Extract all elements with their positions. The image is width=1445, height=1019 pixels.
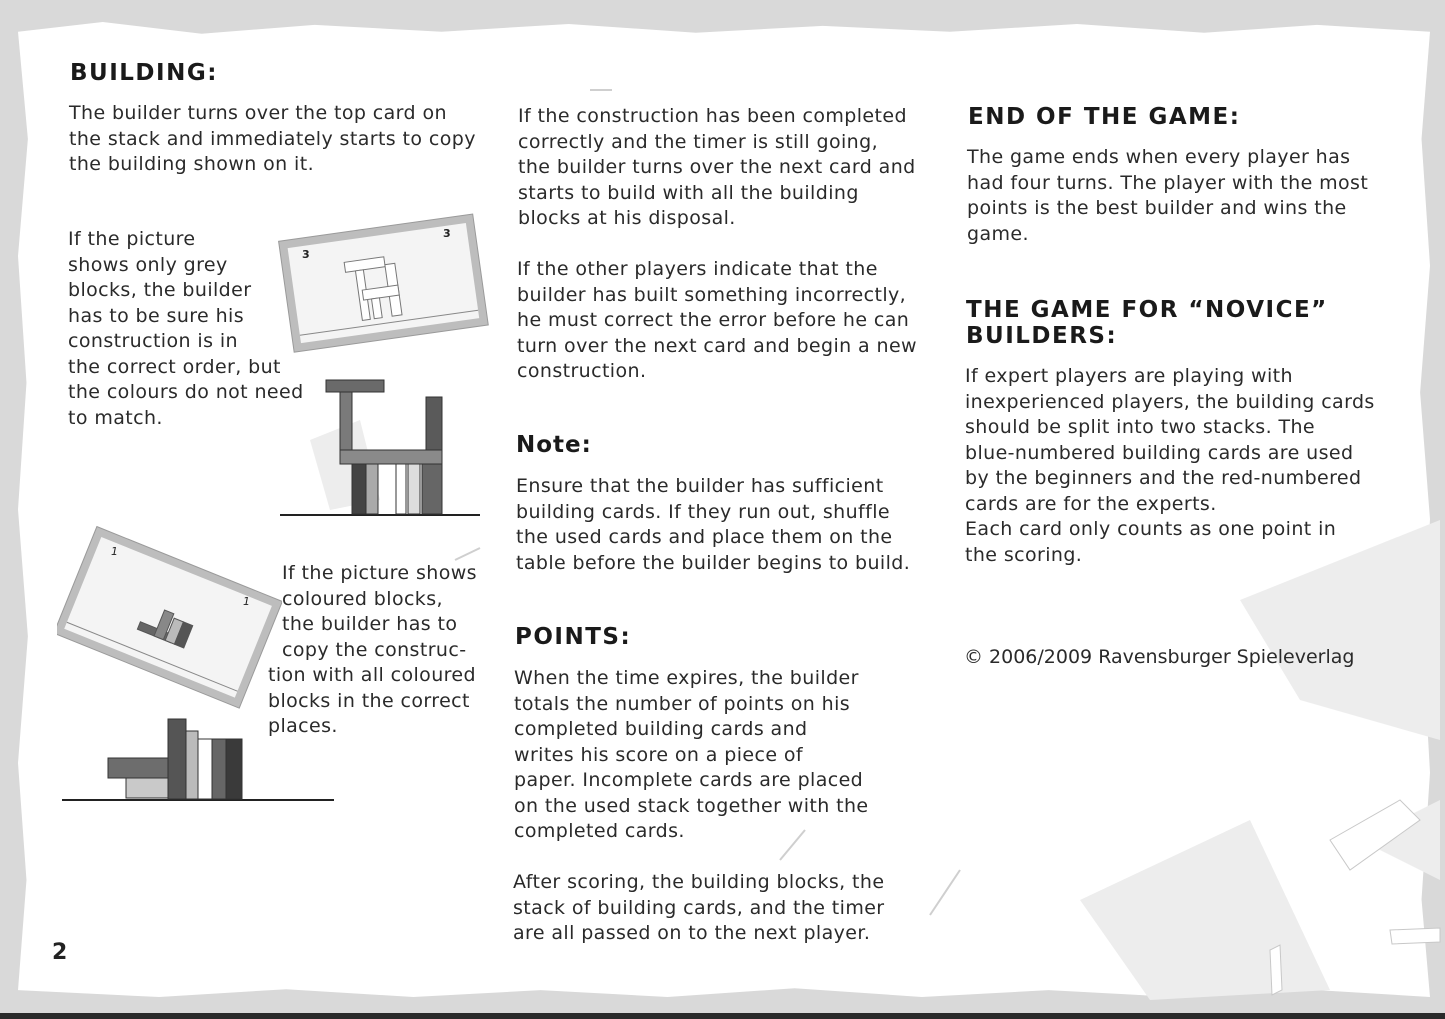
- copyright-text: © 2006/2009 Ravensburger Spieleverlag: [964, 646, 1355, 668]
- coloured-blocks-text-bottom: tion with all coloured blocks in the correct places.: [268, 664, 476, 737]
- building-card-grey-illustration: [277, 205, 492, 355]
- novice-builders-heading: THE GAME FOR “NOVICE” BUILDERS:: [966, 297, 1328, 349]
- card-b-number-right: 1: [243, 595, 250, 608]
- note-heading: Note:: [516, 432, 592, 458]
- bottom-edge: [0, 1013, 1445, 1019]
- building-card-coloured-illustration: [57, 520, 282, 710]
- note-text: Ensure that the builder has sufficient building cards. If they run out, shuffle the used cards and place them on the table before the builder begins to build.: [516, 475, 911, 574]
- card-b-number-left: 1: [111, 545, 118, 558]
- coloured-blocks-construction-illustration: [60, 713, 340, 803]
- points-text: When the time expires, the builder totals the number of points on his completed building cards and writes his score on a piece of paper. Incomplete cards are placed on the used stack together with the completed cards.: [514, 667, 869, 842]
- novice-builders-text: If expert players are playing with inexperienced players, the building cards should be split into two stacks. The blue-numbered building cards are used by the beginners and the red-numbered cards are for the experts. Each card only counts as one point in the scoring.: [965, 365, 1375, 566]
- coloured-blocks-text-top: If the picture shows coloured blocks, the builder has to copy the construc-: [282, 562, 477, 661]
- page-number: 2: [52, 940, 68, 965]
- points-heading: POINTS:: [515, 624, 632, 650]
- end-of-game-text: The game ends when every player has had four turns. The player with the most points is the best builder and wins the game.: [967, 146, 1369, 245]
- grey-blocks-text: If the picture shows only grey blocks, the builder has to be sure his construction is in the correct order, but the colours do not need to match.: [68, 228, 304, 429]
- building-intro-text: The builder turns over the top card on the stack and immediately starts to copy the building shown on it.: [69, 102, 476, 175]
- card-a-number-left: 3: [302, 248, 310, 261]
- incorrect-construction-text: If the other players indicate that the builder has built something incorrectly, he must correct the error before he can turn over the next card and begin a new construction.: [517, 258, 917, 382]
- building-heading: BUILDING:: [70, 60, 218, 86]
- end-of-game-heading: END OF THE GAME:: [968, 104, 1241, 130]
- after-scoring-text: After scoring, the building blocks, the stack of building cards, and the timer are all passed on to the next player.: [513, 871, 885, 944]
- completed-construction-text: If the construction has been completed correctly and the timer is still going, the builder turns over the next card and starts to build with all the building blocks at his disposal.: [518, 105, 916, 229]
- grey-blocks-construction-illustration: [280, 375, 490, 520]
- card-a-number-right: 3: [443, 227, 451, 240]
